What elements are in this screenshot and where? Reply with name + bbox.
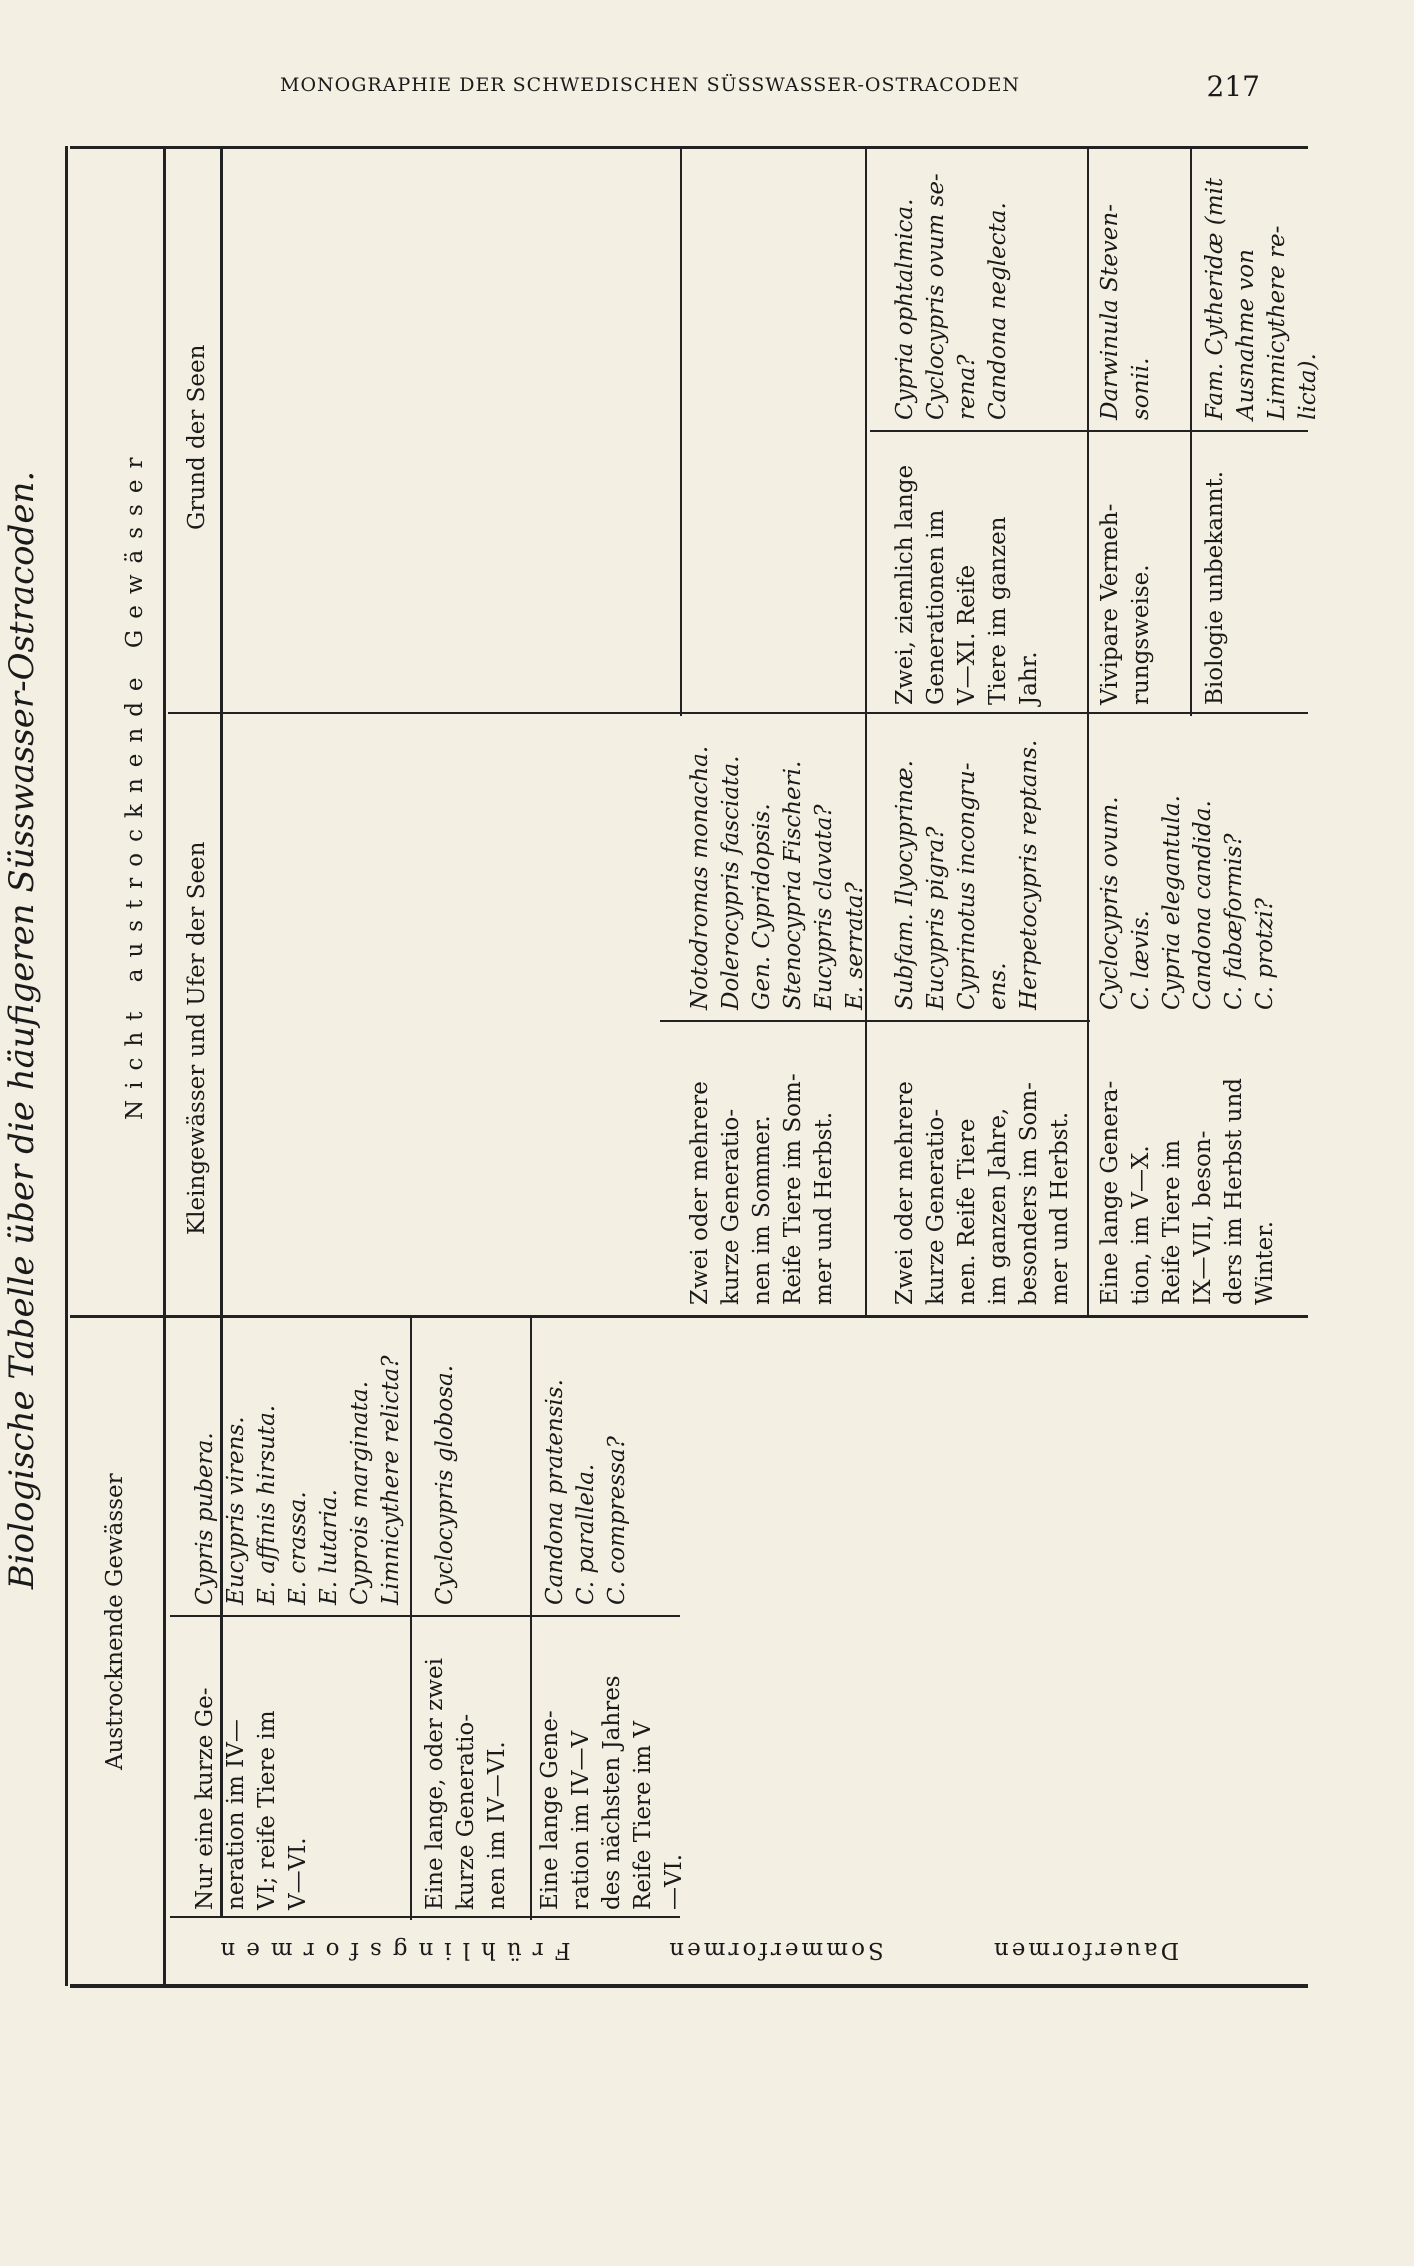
side-title-text: Biologische Tabelle über die häufigeren Süsswasser-Ostracoden. bbox=[2, 470, 42, 1590]
group-label-nicht-austrocknende-line: Nicht austrocknende Gewässer bbox=[122, 446, 148, 1120]
sommer-species-line: Dolerocypris fasciata. bbox=[718, 755, 744, 1010]
fruehling-row3-life-line: Eine lange Gene- bbox=[537, 1710, 563, 1910]
fruehling-row1-life-line: Nur eine kurze Ge- bbox=[192, 1687, 218, 1910]
dauer-row1-grund-life-line: Zwei, ziemlich lange bbox=[892, 464, 918, 705]
fruehling-life-divider bbox=[170, 1615, 680, 1617]
dauer-row2-klein-species-line: C. fabæformis? bbox=[1221, 833, 1247, 1010]
fruehling-row2-life-line: Eine lange, oder zwei bbox=[422, 1658, 448, 1910]
nicht-column-divider bbox=[168, 712, 1308, 714]
dauer-row3-grund-species-line: licta). bbox=[1295, 353, 1321, 420]
dauer-row1-grund-species-line: rena? bbox=[954, 354, 980, 420]
fruehling-row1-species bbox=[190, 1355, 407, 1605]
dauer-row1-klein-life-line: kurze Generatio- bbox=[923, 1108, 949, 1305]
dauer-row1-klein-species-line: ens. bbox=[985, 962, 1011, 1010]
column-label-grund-line: Grund der Seen bbox=[184, 344, 210, 530]
fruehling-row3-species-line: C. parallela. bbox=[573, 1463, 599, 1605]
dauer-rows-divider bbox=[1087, 146, 1089, 1316]
dauer-row1-klein-species-line: Cyprinotus incongru- bbox=[954, 762, 980, 1010]
dauer-row2-grund-life bbox=[1095, 504, 1157, 705]
dauer-row3-grund-life-line: Biologie unbekannt. bbox=[1202, 470, 1228, 705]
dauer-row1-klein-species-line: Eucypris pigra? bbox=[923, 826, 949, 1010]
fruehling-row2-species-line: Cyclocypris globosa. bbox=[432, 1364, 458, 1605]
group-label-austrocknende bbox=[100, 1473, 131, 1770]
dauer-row2-grund-species bbox=[1095, 204, 1157, 420]
sommer-species bbox=[685, 746, 871, 1010]
dauer-row1-grund-species bbox=[890, 173, 1014, 420]
group-divider bbox=[70, 1315, 1308, 1318]
fruehling-row3-life-line: —VI. bbox=[661, 1853, 687, 1910]
fruehling-row-divider-1 bbox=[410, 1315, 412, 1920]
category-column-divider bbox=[163, 146, 166, 1986]
dauer-row2-klein-species bbox=[1095, 795, 1281, 1010]
dauer-row1-grund-life bbox=[890, 465, 1045, 705]
sommer-dauer-divider bbox=[865, 146, 867, 1316]
dauer-row1-grund-species-line: Candona neglecta. bbox=[985, 202, 1011, 420]
dauer-row1-klein-life bbox=[890, 1081, 1076, 1305]
fruehling-row1-species-line: E. lutaria. bbox=[316, 1489, 342, 1605]
sommer-life-line: mer und Herbst. bbox=[811, 1111, 837, 1305]
fruehling-row2-life-line: kurze Generatio- bbox=[453, 1713, 479, 1910]
dauer-row1-klein-life-line: nen. Reife Tiere bbox=[954, 1118, 980, 1305]
fruehling-row3-life-line: Reife Tiere im V bbox=[630, 1720, 656, 1910]
dauer-row3-grund-species-line: Fam. Cytheridæ (mit bbox=[1202, 177, 1228, 420]
sommer-species-line: Notodromas monacha. bbox=[687, 745, 713, 1010]
fruehling-row3-life-line: des nächsten Jahres bbox=[599, 1675, 625, 1910]
dauer-row3-grund-species bbox=[1200, 178, 1324, 420]
fruehling-row2-life-line: nen im IV—VI. bbox=[484, 1741, 510, 1910]
dauer-row1-grund-life-line: V—XI. Reife bbox=[954, 564, 980, 705]
table-bottom-border bbox=[70, 1984, 1308, 1988]
sommer-life bbox=[685, 1073, 840, 1305]
fruehling-row2-species bbox=[430, 1365, 461, 1605]
dauer-row3-grund-species-line: Ausnahme von bbox=[1233, 249, 1259, 420]
side-title bbox=[0, 0, 40, 2266]
fruehling-row1-species-line: Cypris pubera. bbox=[192, 1432, 218, 1605]
sommer-species-line: Eucypris clavata? bbox=[811, 804, 837, 1010]
dauer-row3-grund-species-line: Limnicythere re- bbox=[1264, 225, 1290, 420]
fruehling-row1-life-line: neration im IV— bbox=[223, 1719, 249, 1910]
fruehling-row1-species-line: E. affinis hirsuta. bbox=[254, 1404, 280, 1605]
dauer-row1-grund-species-line: Cyclocypris ovum se- bbox=[923, 173, 949, 420]
dauer-row1-klein-species-line: Herpetocypris reptans. bbox=[1016, 739, 1042, 1010]
group-label-austrocknende-line: Austrocknende Gewässer bbox=[102, 1473, 128, 1770]
dauer-row2-klein-species-line: Cypria elegantula. bbox=[1159, 795, 1185, 1010]
dauer-row2-klein-species-line: Candona candida. bbox=[1190, 800, 1216, 1010]
category-label-dauer: Dauerformen bbox=[990, 1937, 1180, 1963]
dauer-row1-klein-species-line: Subfam. Ilyocyprinæ. bbox=[892, 760, 918, 1010]
table-top-border bbox=[70, 146, 1308, 149]
dauer-row2-klein-life-line: tion, im V—X. bbox=[1128, 1145, 1154, 1305]
dauer-row1-grund-life-line: Tiere im ganzen bbox=[985, 516, 1011, 705]
sommer-life-line: nen im Sommer. bbox=[749, 1115, 775, 1305]
dauer-row1-grund-life-line: Generationen im bbox=[923, 509, 949, 705]
sommer-life-line: Zwei oder mehrere bbox=[687, 1081, 713, 1305]
fruehling-row1-life-line: V—VI. bbox=[285, 1837, 311, 1910]
fruehling-row3-life bbox=[535, 1675, 690, 1910]
fruehling-row3-species-line: C. compressa? bbox=[604, 1436, 630, 1605]
fruehling-row3-species bbox=[540, 1379, 633, 1605]
dauer-row2-klein-life-line: IX—VII, beson- bbox=[1190, 1130, 1216, 1305]
table-left-border bbox=[65, 146, 68, 1986]
fruehling-row1-species-line: Eucypris virens. bbox=[223, 1416, 249, 1605]
dauer-row1-klein-life-line: besonders im Som- bbox=[1016, 1082, 1042, 1305]
fruehling-row1-species-line: Limnicythere relicta? bbox=[378, 1355, 404, 1605]
klein-grund-divider bbox=[680, 146, 682, 716]
dauer-row2-klein-life-line: Eine lange Genera- bbox=[1097, 1080, 1123, 1305]
group-label-nicht-austrocknende bbox=[120, 447, 151, 1120]
sommer-species-line: Stenocypria Fischeri. bbox=[780, 760, 806, 1010]
page-number: 217 bbox=[1206, 70, 1260, 103]
sommer-life-line: kurze Generatio- bbox=[718, 1108, 744, 1305]
dauer-row2-grund-life-line: rungsweise. bbox=[1128, 564, 1154, 705]
dauer-row1-klein-life-line: mer und Herbst. bbox=[1047, 1111, 1073, 1305]
header-row-divider bbox=[220, 146, 223, 1916]
dauer-row3-grund-life bbox=[1200, 471, 1231, 705]
dauer-row2-klein-species-line: C. lævis. bbox=[1128, 910, 1154, 1010]
fruehling-row1-species-line: Cyprois marginata. bbox=[347, 1380, 373, 1605]
dauer-row1-grund-species-line: Cypria ophtalmica. bbox=[892, 198, 918, 420]
running-head-title: MONOGRAPHIE DER SCHWEDISCHEN SÜSSWASSER-OSTRACODEN bbox=[280, 74, 1021, 96]
column-label-kleingewaesser bbox=[182, 842, 213, 1235]
klein-life-divider bbox=[660, 1020, 1090, 1022]
dauer-row2-klein-life-line: Winter. bbox=[1252, 1220, 1278, 1305]
fruehling-row1-life bbox=[190, 1688, 314, 1911]
dauer-row2-klein-species-line: Cyclocypris ovum. bbox=[1097, 796, 1123, 1010]
column-label-grund bbox=[182, 345, 213, 530]
dauer-row1-klein-species bbox=[890, 740, 1045, 1010]
sommer-species-line: Gen. Cypridopsis. bbox=[749, 803, 775, 1010]
fruehling-row3-life-line: ration im IV—V bbox=[568, 1730, 594, 1910]
dauer-row2-klein-life bbox=[1095, 1078, 1281, 1305]
fruehling-row1-life-line: VI; reife Tiere im bbox=[254, 1710, 280, 1910]
fruehling-row3-species-line: Candona pratensis. bbox=[542, 1379, 568, 1605]
category-label-sommer: Sommerformen bbox=[666, 1937, 884, 1963]
dauer-row2-grund-species-line: sonii. bbox=[1128, 357, 1154, 420]
sommer-life-line: Reife Tiere im Som- bbox=[780, 1073, 806, 1305]
running-head bbox=[280, 70, 1300, 104]
dauer-row2-klein-life-line: Reife Tiere im bbox=[1159, 1139, 1185, 1305]
dauer-row2-klein-life-line: ders im Herbst und bbox=[1221, 1077, 1247, 1305]
dauer-row1-grund-life-line: Jahr. bbox=[1016, 651, 1042, 705]
category-label-fruehling: Frühlingsformen bbox=[209, 1937, 571, 1963]
dauer-row2-grund-life-line: Vivipare Vermeh- bbox=[1097, 503, 1123, 705]
fruehling-row-divider-2 bbox=[530, 1315, 532, 1920]
dauer-row2-grund-species-line: Darwinula Steven- bbox=[1097, 204, 1123, 420]
fruehling-row1-species-line: E. crassa. bbox=[285, 1491, 311, 1605]
fruehling-row2-life bbox=[420, 1658, 513, 1910]
seasons-column-divider bbox=[170, 1916, 680, 1918]
dauer-row1-klein-life-line: Zwei oder mehrere bbox=[892, 1081, 918, 1305]
grund-life-divider bbox=[870, 430, 1308, 432]
sommer-species-line: E. serrata? bbox=[842, 882, 868, 1010]
dauer-row2-klein-species-line: C. protzi? bbox=[1252, 897, 1278, 1010]
dauer-row1-klein-life-line: im ganzen Jahre, bbox=[985, 1107, 1011, 1305]
column-label-kleingewaesser-line: Kleingewässer und Ufer der Seen bbox=[184, 841, 210, 1235]
